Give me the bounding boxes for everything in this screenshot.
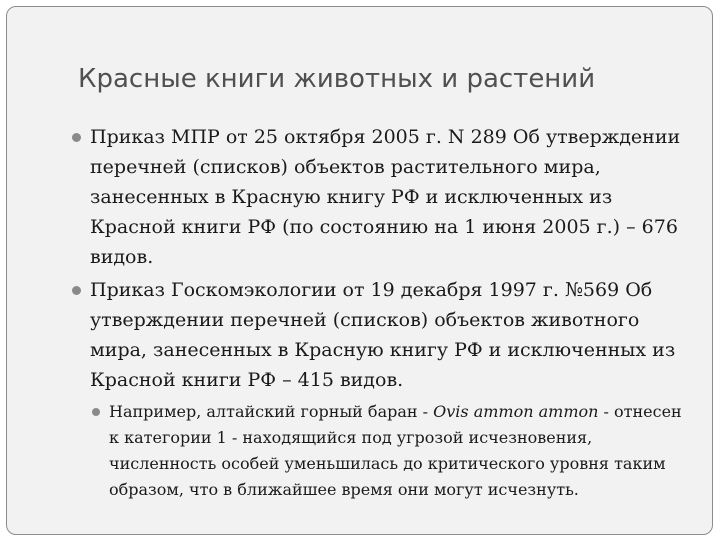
bullet-text: Приказ МПР от 25 октября 2005 г. N 289 Об утверждении перечней (списков) объектов растительного мира, занесенных в Красную книгу РФ и исключенных из Красной книги РФ (по состоянию на 1 июня 2005 г.) – 676 видов. <box>90 126 681 268</box>
bullet-dot-icon <box>72 286 81 295</box>
bullet-dot-icon <box>72 133 81 142</box>
bullet-item-plants-order <box>72 122 692 272</box>
sub-bullet-text-before: Например, алтайский горный баран - <box>109 402 434 421</box>
sub-bullet-text-after: - отнесен к категории 1 - находящийся под угрозой исчезновения, численность особей уменьшилась до критического уровня таким образом, что в ближайшее время они могут исчезнуть. <box>109 402 682 499</box>
species-name: Ovis ammon ammon <box>433 402 599 421</box>
bullet-item-animals-order <box>72 275 692 395</box>
sub-bullet-item-example <box>92 399 692 503</box>
bullet-text: Приказ Госкомэкологии от 19 декабря 1997 г. №569 Об утверждении перечней (списков) объектов животного мира, занесенных в Красную книгу РФ и исключенных из Красной книги РФ – 415 видов. <box>90 279 676 391</box>
sub-bullet-dot-icon <box>92 408 100 416</box>
slide-body <box>72 122 692 503</box>
slide-title: Красные книги животных и растений <box>78 64 596 94</box>
